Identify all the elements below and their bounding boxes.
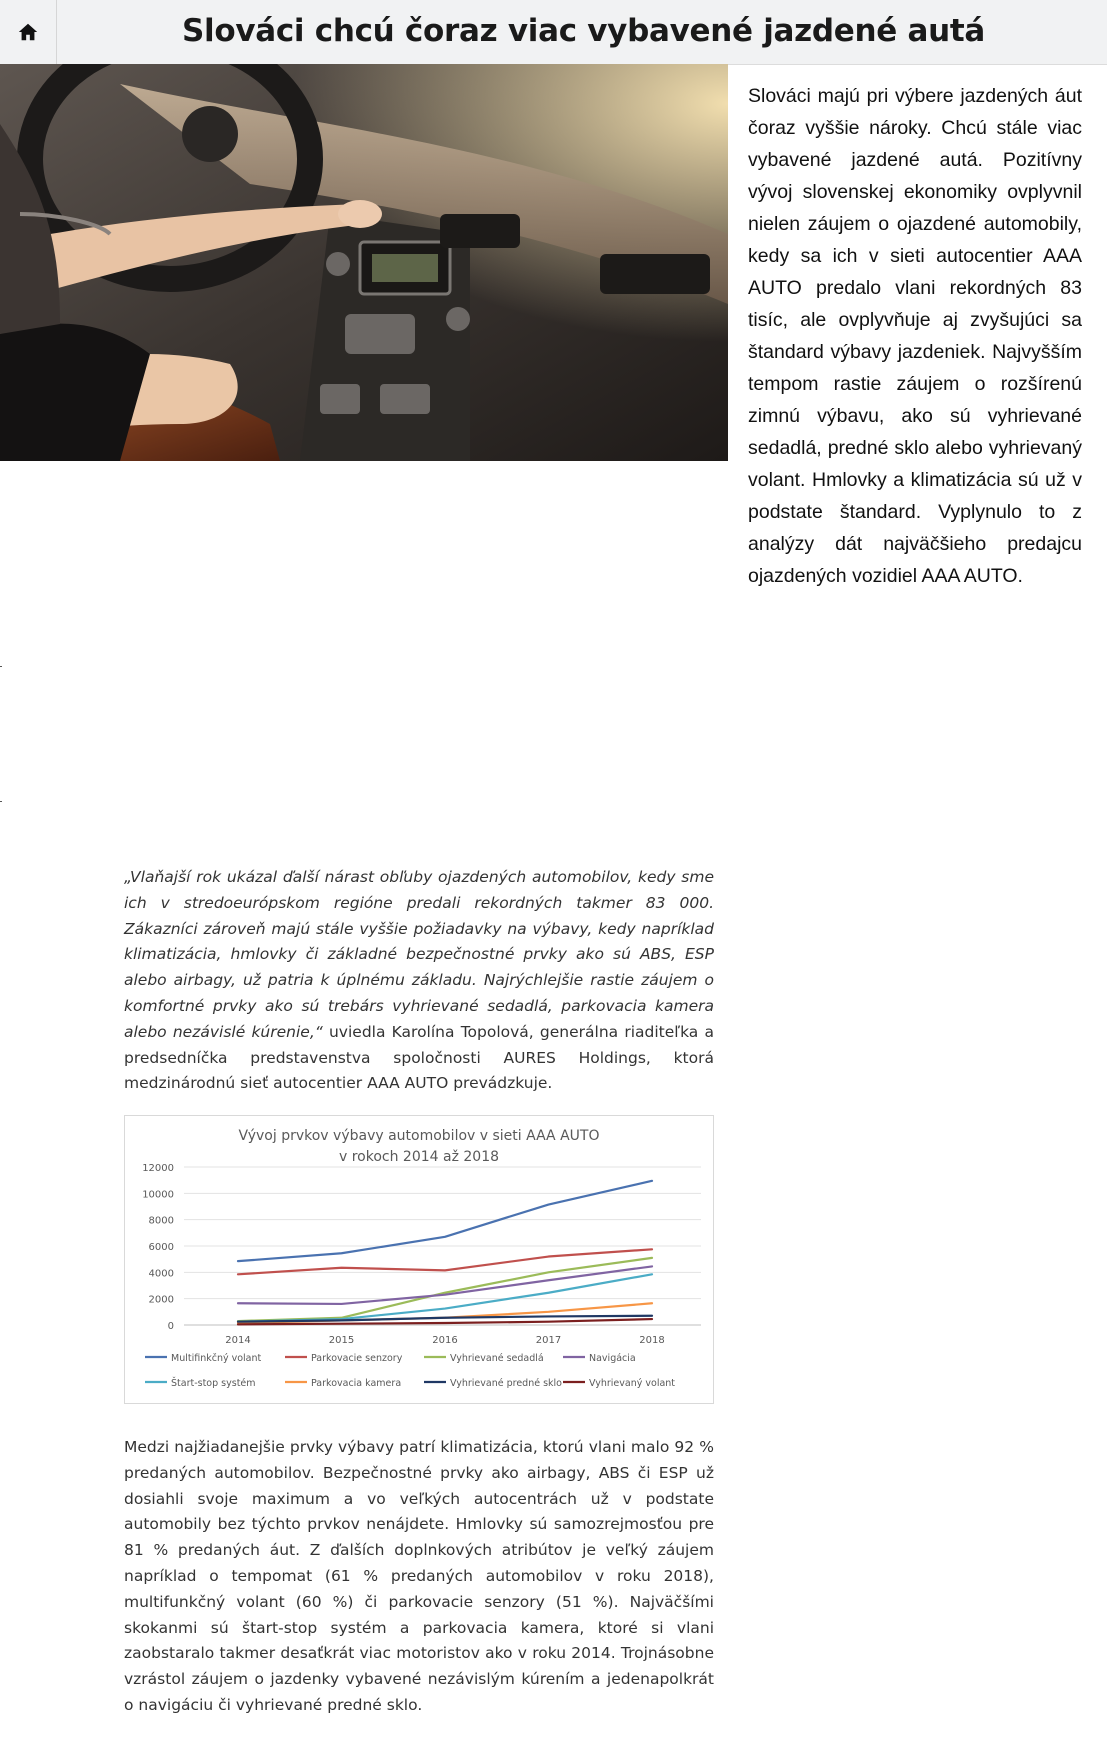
- top-bar: [0, 0, 1107, 65]
- y-tick-label: 8000: [148, 1215, 174, 1227]
- body-paragraph: Medzi najžiadanejšie prvky výbavy patrí klimatizácia, ktorú vlani malo 92 % predaných automobilov. Bezpečnostné prvky ako airbagy, ABS či ESP už dosiahli svoje maximum a vo veľkých autocentrách už v podstate automobily bez týchto prvkov nenájdete. Hmlovky sú samozrejmosťou pre 81 % predaných áut. Z ďalších doplnkových atribútov je veľký záujem napríklad o tempomat (61 % predaných automobilov v roku 2018), multifunkčný volant (60 %) či parkovacie senzory (51 %). Najväčšími skokanmi sú štart-stop systém a parkovacia kamera, ktoré si vlani zaobstaralo takmer desaťkrát viac motoristov ako v roku 2014. Trojnásobne vzrástol záujem o jazdenky vybavené nezávislým kúrením a jedenapolkrát o navigáciu či vyhrievané predné sklo.: [124, 1438, 714, 1714]
- y-tick-label: 2000: [148, 1294, 174, 1306]
- y-tick-label: 12000: [142, 1163, 174, 1174]
- y-tick-label: 6000: [148, 1242, 174, 1253]
- legend-label: Parkovacie senzory: [311, 1353, 403, 1364]
- chart-title: Vývoj prvkov výbavy automobilov v sieti AAA AUTO: [238, 1128, 600, 1144]
- quote-paragraph: [124, 865, 714, 1097]
- x-tick-label: 2015: [328, 1335, 355, 1346]
- y-tick-label: 0: [167, 1321, 174, 1332]
- series-line: [238, 1249, 652, 1274]
- legend-label: Štart-stop systém: [171, 1378, 256, 1389]
- series-line: [238, 1258, 652, 1321]
- page-title: Slováci chcú čoraz viac vybavené jazdené autá: [181, 13, 986, 49]
- quote-attribution: uviedla Karolína Topolová, generálna riaditeľka a predsedníčka predstavenstva spoločnosti AURES Holdings, ktorá medzinárodnú sieť autocentier AAA AUTO prevádzkuje.: [124, 1022, 714, 1093]
- y-tick-label: 4000: [148, 1268, 174, 1280]
- legend-label: Multifinkčný volant: [171, 1353, 262, 1364]
- chart-svg: [125, 1116, 713, 1403]
- legend-label: Parkovacia kamera: [311, 1378, 402, 1389]
- legend-label: Navigácia: [589, 1353, 636, 1364]
- series-line: [238, 1274, 652, 1321]
- equipment-chart: [124, 1115, 714, 1404]
- x-tick-label: 2017: [535, 1335, 562, 1346]
- legend-label: Vyhrievané sedadlá: [450, 1353, 544, 1364]
- x-tick-label: 2018: [639, 1335, 665, 1346]
- home-button[interactable]: [0, 0, 57, 64]
- hero-image: [0, 64, 728, 461]
- intro-paragraph: Slováci majú pri výbere jazdených áut čoraz vyššie nároky. Chcú stále viac vybavené jazdené autá. Pozitívny vývoj slovenskej ekonomiky ovplyvnil nielen záujem o ojazdené automobily, kedy sa ich v sieti autocentier AAA AUTO predalo vlani rekordných 83 tisíc, ale ovplyvňuje aj zvyšujúci sa štandard výbavy jazdeniek. Najvyšším tempom rastie záujem o rozšírenú zimnú výbavu, ako sú vyhrievané sedadlá, predné sklo alebo vyhrievaný volant. Hmlovky a klimatizácia sú už v podstate štandard. Vyplynulo to z analýzy dát najväčšieho predajcu ojazdených vozidiel AAA AUTO.: [748, 85, 1082, 587]
- legend-label: Vyhrievaný volant: [589, 1378, 676, 1389]
- y-tick-label: 10000: [142, 1189, 174, 1201]
- edge-mark: [0, 666, 2, 667]
- edge-mark: [0, 801, 2, 802]
- quote-italic: „Vlaňajší rok ukázal ďalší nárast obľuby ojazdených automobilov, kedy sme ich v stredoeurópskom regióne predali rekordných takmer 83 000. Zákazníci zároveň majú stále vyššie požiadavky na výbavy, kedy napríklad klimatizácia, hmlovky či základné bezpečnostné prvky ako sú ABS, ESP alebo airbagy, už patria k úplnému základu. Najrýchlejšie rastie záujem o komfortné prvky ako sú trebárs vyhrievané sedadlá, parkovacia kamera alebo nezávislé kúrenie,“: [124, 868, 714, 1041]
- chart-subtitle: v rokoch 2014 až 2018: [338, 1149, 500, 1165]
- x-tick-label: 2014: [225, 1335, 251, 1346]
- x-tick-label: 2016: [432, 1335, 458, 1346]
- legend-label: Vyhrievané predné sklo: [450, 1378, 562, 1389]
- home-icon: [17, 21, 39, 43]
